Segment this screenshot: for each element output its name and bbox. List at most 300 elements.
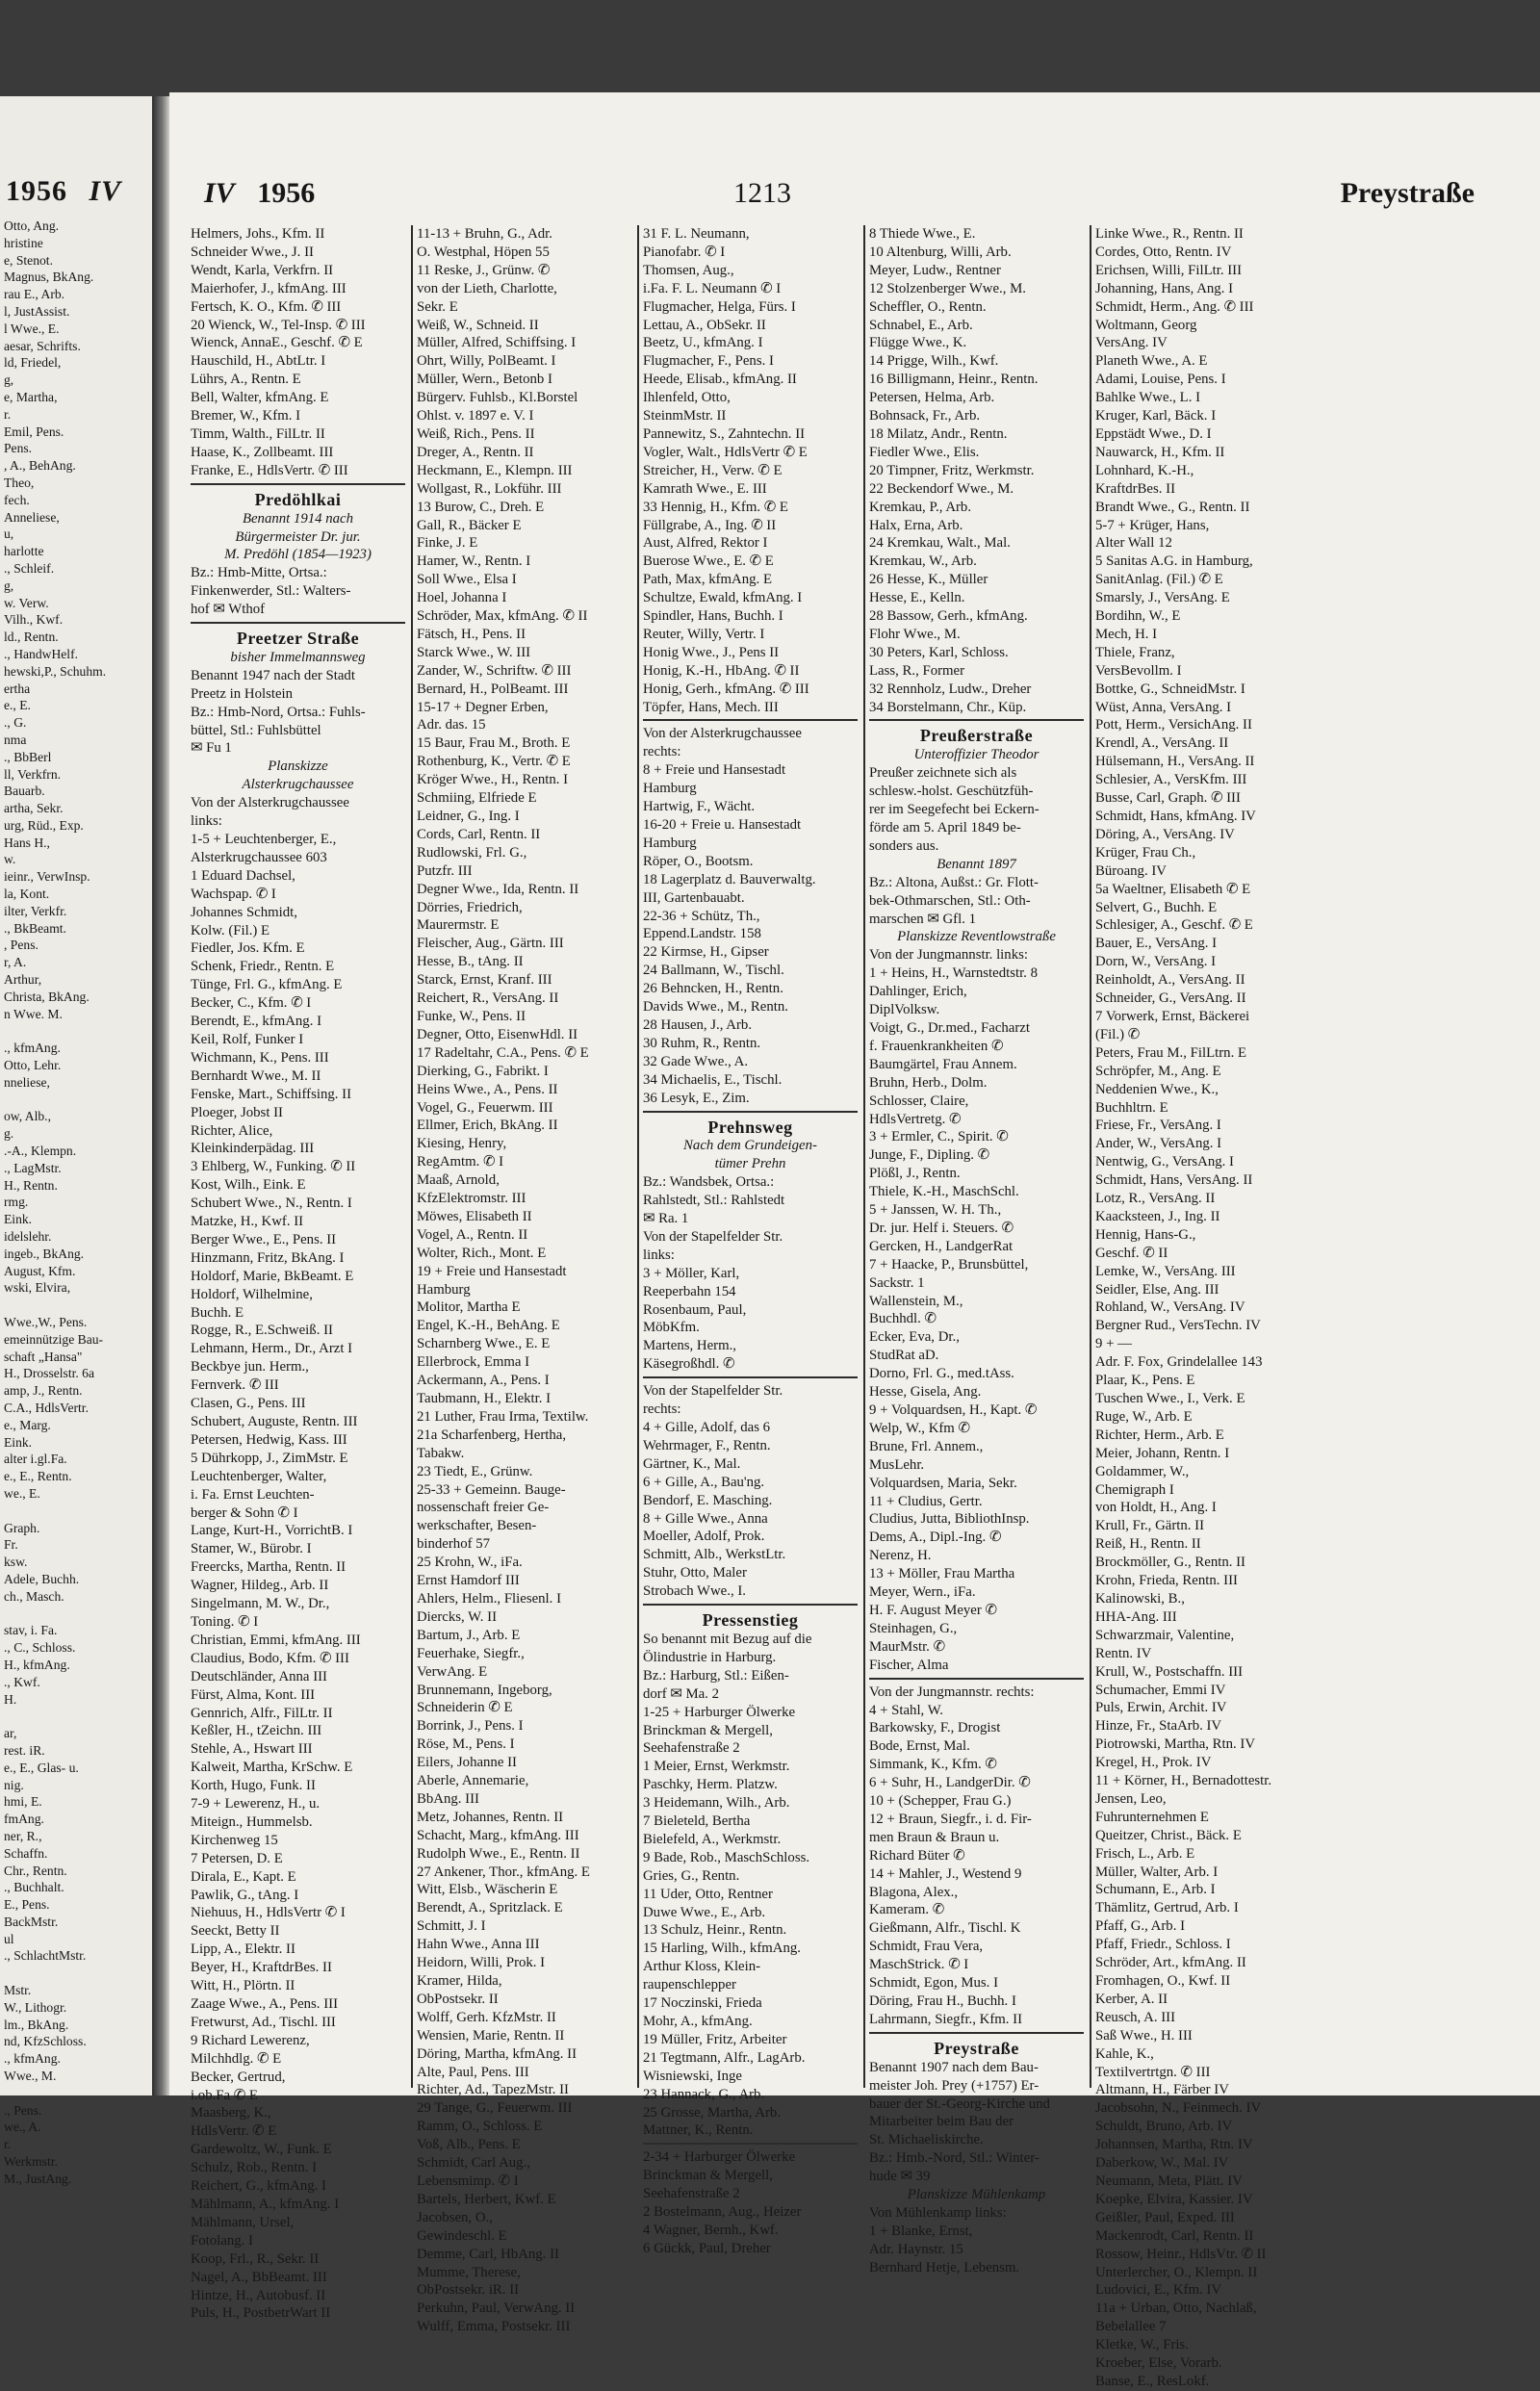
directory-entry: 1-25 + Harburger Ölwerke [643, 1704, 796, 1720]
directory-entry: 3 + Möller, Karl, [643, 1265, 740, 1281]
left-page-line: schaft „Hansa" [4, 1349, 83, 1364]
directory-entry: Bartum, J., Arb. E [417, 1627, 521, 1643]
directory-entry: Rohland, W., VersAng. IV [1095, 1299, 1245, 1316]
left-page-line: H., Drosselstr. 6a [4, 1366, 95, 1381]
directory-entry: Funke, W., Pens. II [417, 1008, 526, 1024]
directory-entry: Kost, Wilh., Eink. E [191, 1177, 306, 1194]
directory-entry: Cordes, Otto, Rentn. IV [1095, 244, 1232, 260]
directory-entry: H. F. August Meyer ✆ [869, 1602, 997, 1618]
directory-entry: Flohr Wwe., M. [869, 626, 961, 642]
directory-entry: Lehmann, Herm., Dr., Arzt I [191, 1341, 353, 1357]
directory-entry: Mattner, K., Rentn. [643, 2122, 754, 2139]
directory-entry: Ecker, Eva, Dr., [869, 1329, 960, 1346]
column-divider [1090, 225, 1091, 2088]
left-page-line: BackMstr. [4, 1914, 59, 1929]
directory-entry: Pannewitz, S., Zahntechn. II [643, 425, 806, 442]
directory-entry: rer im Seegefecht bei Eckern- [869, 802, 1040, 818]
directory-entry: Flugmacher, F., Pens. I [643, 353, 774, 370]
directory-entry: Flügge Wwe., K. [869, 335, 967, 351]
directory-entry: So benannt mit Bezug auf die [643, 1631, 812, 1647]
directory-entry: 19 Müller, Fritz, Arbeiter [643, 2031, 787, 2047]
directory-entry: Strobach Wwe., I. [643, 1583, 746, 1600]
directory-entry: MaurMstr. ✆ [869, 1638, 945, 1655]
directory-entry: büttel, Stl.: Fuhlsbüttel [191, 722, 321, 738]
directory-entry: 13 + Möller, Frau Martha [869, 1566, 1015, 1582]
directory-entry: schlesw.-holst. Geschützfüh- [869, 784, 1034, 800]
left-page-line: g, [4, 578, 14, 593]
directory-entry: KfzElektromstr. III [417, 1191, 526, 1207]
left-page-line: ., LagMstr. [4, 1160, 62, 1175]
directory-entry: Eilers, Johanne II [417, 1755, 517, 1771]
directory-entry: Haase, K., Zollbeamt. III [191, 444, 334, 460]
directory-entry: Wehrmager, F., Rentn. [643, 1437, 771, 1453]
directory-entry: 14 + Mahler, J., Westend 9 [869, 1865, 1022, 1882]
directory-entry: binderhof 57 [417, 1536, 491, 1553]
directory-entry: 4 Wagner, Bernh., Kwf. [643, 2222, 779, 2238]
directory-entry: Feuerhake, Siegfr., [417, 1645, 525, 1661]
directory-entry: Aust, Alfred, Rektor I [643, 535, 768, 552]
directory-entry: ✉ Ra. 1 [643, 1211, 689, 1227]
directory-entry: Chemigraph I [1095, 1481, 1174, 1498]
directory-entry: Ellerbrock, Emma I [417, 1354, 530, 1371]
directory-entry: Reeperbahn 154 [643, 1283, 736, 1299]
directory-entry: Kröger Wwe., H., Rentn. I [417, 772, 569, 788]
directory-entry: HdlsVertr. ✆ E [191, 2123, 277, 2140]
directory-entry: 8 + Freie und Hansestadt [643, 762, 786, 779]
directory-entry: Lahrmann, Siegfr., Kfm. II [869, 2011, 1023, 2027]
directory-entry: 7 Bieleteld, Bertha [643, 1813, 751, 1830]
directory-entry: Fürst, Alma, Kont. III [191, 1686, 316, 1703]
directory-entry: Seidler, Else, Ang. III [1095, 1281, 1219, 1298]
left-page-line: Arthur, [4, 972, 42, 988]
left-page-line: hewski,P., Schuhm. [4, 663, 107, 679]
directory-entry: Pawlik, G., tAng. I [191, 1887, 299, 1903]
left-page-line: Wwe., M. [4, 2069, 57, 2084]
directory-entry: Ohlst. v. 1897 e. V. I [417, 408, 534, 424]
directory-entry: 34 Michaelis, E., Tischl. [643, 1071, 783, 1088]
left-page-line: H. [4, 1691, 17, 1707]
left-page-line: Bauarb. [4, 784, 45, 799]
directory-entry: Von der Stapelfelder Str. [643, 1383, 783, 1400]
directory-entry: SanitAnlag. (Fil.) ✆ E [1095, 572, 1223, 588]
directory-entry: Buchh. E [191, 1304, 244, 1321]
directory-entry: Neddenien Wwe., K., [1095, 1081, 1219, 1097]
left-page-line: Eink. [4, 1434, 33, 1450]
directory-entry: Piotrowski, Martha, Rtn. IV [1095, 1736, 1256, 1753]
directory-entry: Bordihn, W., E [1095, 608, 1181, 625]
directory-entry: Meier, Johann, Rentn. I [1095, 1445, 1230, 1461]
directory-entry: Welp, W., Kfm ✆ [869, 1420, 970, 1436]
directory-entry: Lohnhard, K.-H., [1095, 462, 1194, 478]
directory-entry: 5 + Janssen, W. H. Th., [869, 1202, 1002, 1219]
directory-entry: Hauschild, H., AbtLtr. I [191, 353, 326, 370]
left-page-line: ., BkBeamt. [4, 920, 66, 936]
directory-entry: 32 Gade Wwe., A. [643, 1053, 749, 1069]
directory-entry: Vogler, Walt., HdlsVertr ✆ E [643, 444, 808, 460]
directory-entry: Schwarzmair, Valentine, [1095, 1627, 1235, 1643]
directory-entry: hof ✉ Wthof [191, 602, 266, 618]
left-page-line: ksw. [4, 1555, 28, 1570]
directory-entry: 18 Milatz, Andr., Rentn. [869, 425, 1008, 442]
directory-entry: Von der Jungmannstr. links: [869, 947, 1028, 964]
left-page-line: harlotte [4, 544, 44, 559]
directory-entry: Buchhltrn. E [1095, 1099, 1168, 1116]
directory-entry: Brandt Wwe., G., Rentn. II [1095, 499, 1250, 515]
directory-entry: Fuhrunternehmen E [1095, 1809, 1209, 1825]
directory-entry: Daberkow, W., Mal. IV [1095, 2155, 1229, 2172]
directory-entry: Töpfer, Hans, Mech. III [643, 699, 779, 715]
directory-entry: Bz.: Hmb-Nord, Ortsa.: Fuhls- [191, 704, 366, 720]
left-page-line: ar, [4, 1726, 17, 1741]
directory-entry: sonders aus. [869, 837, 939, 854]
directory-entry: Gall, R., Bäcker E [417, 517, 522, 533]
directory-entry: KraftdrBes. II [1095, 480, 1175, 497]
directory-entry: Ohrt, Willy, PolBeamt. I [417, 353, 556, 370]
directory-entry: Röse, M., Pens. I [417, 1736, 515, 1753]
directory-entry: Schultze, Ewald, kfmAng. I [643, 590, 803, 606]
directory-entry: Eppstädt Wwe., D. I [1095, 425, 1212, 442]
street-note: Benannt 1897 [937, 856, 1016, 872]
directory-entry: 9 + — [1095, 1336, 1132, 1352]
left-page-line: ilter, Verkfr. [4, 903, 67, 918]
directory-entry: Scheffler, O., Rentn. [869, 298, 987, 315]
directory-entry: Bz.: Hmb.-Nord, Stl.: Winter- [869, 2150, 1040, 2167]
directory-entry: Degner, Otto, EisenwHdl. II [417, 1026, 578, 1042]
directory-entry: Thämlitz, Gertrud, Arb. I [1095, 1900, 1239, 1916]
directory-entry: Bartels, Herbert, Kwf. E [417, 2191, 556, 2207]
directory-entry: Gärtner, K., Mal. [643, 1455, 741, 1472]
street-heading: Pressenstieg [702, 1610, 799, 1631]
directory-entry: 1 + Blanke, Ernst, [869, 2223, 973, 2239]
directory-entry: 15 Harling, Wilh., kfmAng. [643, 1941, 801, 1957]
directory-entry: 15 Baur, Frau M., Broth. E [417, 735, 571, 752]
directory-entry: Hintze, H., Autobusf. II [191, 2287, 326, 2303]
directory-entry: Berger Wwe., E., Pens. II [191, 1231, 337, 1247]
column-3 [643, 225, 858, 2256]
directory-entry: Miteign., Hummelsb. [191, 1813, 313, 1830]
left-page-line: Theo, [4, 475, 35, 490]
directory-entry: Bahlke Wwe., L. I [1095, 390, 1201, 406]
directory-entry: Stehle, A., Hswart III [191, 1741, 313, 1758]
directory-entry: Junge, F., Dipling. ✆ [869, 1147, 990, 1164]
directory-entry: Degner Wwe., Ida, Rentn. II [417, 881, 579, 897]
street-note: M. Predöhl (1854—1923) [224, 547, 372, 563]
directory-entry: Wolter, Rich., Mont. E [417, 1245, 547, 1261]
directory-entry: Bernard, H., PolBeamt. III [417, 681, 569, 697]
column-divider [637, 225, 639, 2088]
planskizze-note: Planskizze Mühlenkamp [907, 2187, 1046, 2203]
left-page-line: r, A. [4, 955, 27, 970]
directory-entry: Goldammer, W., [1095, 1463, 1190, 1479]
directory-entry: St. Michaeliskirche. [869, 2132, 984, 2148]
left-page-line: rmg. [4, 1195, 29, 1210]
left-page-line: ., BbBerl [4, 749, 52, 764]
directory-entry: Duwe Wwe., E., Arb. [643, 1904, 766, 1920]
directory-entry: Maierhofer, J., kfmAng. III [191, 280, 346, 296]
directory-entry: Queitzer, Christ., Bäck. E [1095, 1827, 1242, 1843]
book-gutter [152, 96, 169, 2095]
directory-entry: Krüger, Frau Ch., [1095, 844, 1196, 861]
left-page-line: H., kfmAng. [4, 1657, 70, 1672]
street-heading: Predöhlkai [254, 489, 342, 509]
column-1 [191, 225, 405, 2322]
directory-entry: 24 Kremkau, Walt., Mal. [869, 535, 1011, 552]
directory-entry: Perkuhn, Paul, VerwAng. II [417, 2301, 576, 2317]
directory-entry: 4 + Gille, Adolf, das 6 [643, 1420, 771, 1435]
left-page-line: la, Kont. [4, 887, 50, 902]
left-page-line: idelslehr. [4, 1229, 52, 1245]
column-divider [863, 225, 865, 2088]
directory-entry: Fenske, Mart., Schiffsing. II [191, 1086, 351, 1102]
directory-entry: Adami, Louise, Pens. I [1095, 372, 1226, 388]
directory-entry: Ellmer, Erich, BkAng. II [417, 1118, 558, 1134]
directory-entry: Bremer, W., Kfm. I [191, 408, 301, 424]
directory-entry: Milchhdlg. ✆ E [191, 2050, 282, 2067]
directory-entry: 1 + Heins, H., Warnstedtstr. 8 [869, 965, 1038, 982]
directory-entry: Lührs, A., Rentn. E [191, 372, 301, 388]
left-page-line: , A., BehAng. [4, 458, 76, 474]
directory-entry: Schmidt, Herm., Ang. ✆ III [1095, 298, 1254, 315]
directory-entry: Hesse, Gisela, Ang. [869, 1384, 982, 1401]
directory-entry: 3 + Ermler, C., Spirit. ✆ [869, 1129, 1009, 1145]
left-page-line: e, Martha, [4, 389, 58, 404]
directory-page [169, 92, 1540, 2389]
directory-entry: Arthur Kloss, Klein- [643, 1959, 761, 1975]
street-note: Benannt 1914 nach [242, 510, 354, 527]
left-page-line: w. Verw. [4, 595, 49, 610]
directory-entry: Banse, E., ResLokf. [1095, 2373, 1210, 2389]
directory-entry: berger & Sohn ✆ I [191, 1504, 298, 1521]
directory-entry: Neumann, Meta, Plätt. IV [1095, 2172, 1243, 2189]
directory-entry: Brinckman & Mergell, [643, 1722, 773, 1738]
directory-entry: Leuchtenberger, Walter, [191, 1468, 327, 1484]
directory-entry: Maaß, Arnold, [417, 1172, 500, 1189]
directory-entry: bek-Othmarschen, Stl.: Oth- [869, 892, 1031, 909]
directory-entry: Schnabel, E., Arb. [869, 317, 973, 333]
directory-entry: 20 Timpner, Fritz, Werkmstr. [869, 462, 1035, 478]
directory-entry: 7 + Haacke, P., Brunsbüttel, [869, 1256, 1029, 1273]
directory-entry: 12 Stolzenberger Wwe., M. [869, 280, 1027, 296]
left-page-number: 1956 [6, 175, 67, 207]
directory-entry: Thiele, Franz, [1095, 644, 1175, 660]
directory-entry: 10 + (Schepper, Frau G.) [869, 1793, 1012, 1810]
planskizze-note: Alsterkrugchaussee [242, 777, 354, 793]
directory-entry: Bz.: Harburg, Stl.: Eißen- [643, 1667, 789, 1684]
directory-entry: Unterlercher, O., Klempn. II [1095, 2264, 1258, 2280]
directory-entry: Von der Jungmannstr. rechts: [869, 1684, 1035, 1700]
directory-entry: Johanning, Hans, Ang. I [1095, 280, 1234, 296]
left-page-line: hristine [4, 235, 43, 250]
directory-entry: MusLehr. [869, 1456, 925, 1473]
directory-entry: Cords, Carl, Rentn. II [417, 826, 541, 842]
directory-entry: Schumacher, Emmi IV [1095, 1682, 1226, 1698]
left-page-line: we., A. [4, 2120, 41, 2135]
directory-entry: Keil, Rolf, Funker I [191, 1031, 304, 1047]
street-heading: Preetzer Straße [236, 629, 360, 649]
directory-entry: 33 Hennig, H., Kfm. ✆ E [643, 499, 788, 515]
directory-entry: Wensien, Marie, Rentn. II [417, 2027, 565, 2044]
directory-entry: Gercken, H., LandgerRat [869, 1238, 1014, 1254]
directory-entry: Hamburg [643, 835, 697, 851]
left-page-line: fech. [4, 492, 30, 507]
directory-entry: marschen ✉ Gfl. 1 [869, 911, 977, 927]
street-heading: Preystraße [934, 2038, 1019, 2058]
directory-entry: 15-17 + Degner Erben, [417, 699, 549, 715]
directory-entry: Ramm, O., Schloss. E [417, 2119, 543, 2135]
directory-entry: 20 Wienck, W., Tel-Insp. ✆ III [191, 317, 366, 333]
left-page-line: we., E. [4, 1485, 40, 1501]
directory-entry: Alter Wall 12 [1095, 535, 1172, 552]
directory-entry: Fätsch, H., Pens. II [417, 626, 526, 642]
left-page-line: W., Lithogr. [4, 1999, 67, 2015]
directory-entry: Rosenbaum, Paul, [643, 1301, 747, 1318]
left-page-line: alter i.gl.Fa. [4, 1452, 67, 1467]
directory-entry: ObPostsekr. II [417, 1991, 499, 2007]
left-page-line: l, JustAssist. [4, 303, 70, 319]
directory-entry: Von der Stapelfelder Str. [643, 1228, 783, 1245]
directory-entry: Gardewoltz, W., Funk. E [191, 2142, 332, 2158]
left-page-line: nneliese, [4, 1074, 50, 1090]
directory-entry: f. Frauenkrankheiten ✆ [869, 1038, 1004, 1054]
left-page-line [4, 1092, 146, 1109]
left-page-line: H., Rentn. [4, 1177, 58, 1193]
left-page-line: rest. iR. [4, 1742, 45, 1758]
directory-entry: förde am 5. April 1849 be- [869, 820, 1021, 836]
directory-entry: HdlsVertretg. ✆ [869, 1111, 962, 1127]
section-number: IV [204, 177, 235, 209]
left-page-line: w. [4, 852, 16, 867]
directory-entry: Wienck, AnnaE., Geschf. ✆ E [191, 335, 363, 351]
directory-entry: Kremkau, W., Arb. [869, 553, 977, 570]
directory-entry: Heidorn, Willi, Prok. I [417, 1955, 546, 1971]
left-page-line: hmi, E. [4, 1794, 42, 1810]
directory-entry: 7 Vorwerk, Ernst, Bäckerei [1095, 1008, 1250, 1024]
directory-entry: 5a Waeltner, Elisabeth ✆ E [1095, 881, 1251, 897]
directory-entry: bauer der St.-Georg-Kirche und [869, 2095, 1050, 2112]
directory-entry: Röper, O., Bootsm. [643, 853, 754, 869]
directory-entry: Petersen, Hedwig, Kass. III [191, 1431, 347, 1448]
directory-entry: 26 Behncken, H., Rentn. [643, 981, 783, 997]
directory-entry: Kalinowski, B., [1095, 1590, 1185, 1607]
directory-entry: RegAmtm. ✆ I [417, 1154, 504, 1170]
directory-entry: Matzke, H., Kwf. II [191, 1214, 304, 1230]
left-page-line: ld, Friedel, [4, 355, 62, 371]
left-page-line: lm., BkAng. [4, 2017, 69, 2032]
directory-entry: 3 Heidemann, Wilh., Arb. [643, 1795, 790, 1812]
left-page-line: August, Kfm. [4, 1263, 76, 1278]
directory-entry: Bohnsack, Fr., Arb. [869, 408, 981, 424]
directory-entry: Jensen, Leo, [1095, 1790, 1167, 1807]
left-page-line: emeinnützige Bau- [4, 1331, 104, 1347]
directory-entry: Krendl, A., VersAng. II [1095, 735, 1229, 752]
directory-entry: 10 Altenburg, Willi, Arb. [869, 244, 1012, 260]
directory-entry: Döring, A., VersAng. IV [1095, 826, 1235, 842]
directory-entry: Path, Max, kfmAng. E [643, 572, 772, 588]
directory-entry: Adr. Haynstr. 15 [869, 2241, 963, 2257]
directory-entry: Pianofabr. ✆ I [643, 244, 726, 260]
directory-entry: Kramer, Hilda, [417, 1973, 502, 1989]
directory-entry: Fretwurst, Ad., Tischl. III [191, 2014, 336, 2030]
directory-entry: Dirala, E., Kapt. E [191, 1868, 296, 1885]
left-page-line: ., Schleif. [4, 560, 55, 576]
left-page-line: Christa, BkAng. [4, 989, 90, 1004]
directory-entry: Schmitt, Alb., WerkstLtr. [643, 1547, 786, 1563]
directory-entry: SteinmMstr. II [643, 408, 727, 424]
directory-entry: Richard Büter ✆ [869, 1847, 965, 1864]
directory-entry: Ahlers, Helm., Fliesenl. I [417, 1590, 561, 1607]
column-5 [1095, 225, 1310, 2389]
left-page-line: ieinr., VerwInsp. [4, 869, 90, 885]
directory-entry: 4 + Stahl, W. [869, 1702, 943, 1718]
directory-entry: Kahle, K., [1095, 2045, 1154, 2062]
left-page-line: e., E. [4, 698, 31, 713]
directory-entry: Streicher, H., Verw. ✆ E [643, 462, 783, 478]
section-rule [643, 1604, 858, 1606]
directory-entry: Lipp, A., Elektr. II [191, 1941, 295, 1958]
directory-entry: III, Gartenbauabt. [643, 889, 745, 906]
directory-entry: Fleischer, Aug., Gärtn. III [417, 936, 564, 952]
left-page-line: r. [4, 2137, 12, 2152]
directory-entry: Bürgerv. Fuhlsb., Kl.Borstel [417, 390, 578, 406]
directory-entry: Kalweit, Martha, KrSchw. E [191, 1760, 353, 1776]
directory-entry: 1 Eduard Dachsel, [191, 867, 295, 884]
directory-entry: Heede, Elisab., kfmAng. II [643, 372, 797, 388]
directory-entry: Koepke, Elvira, Kassier. IV [1095, 2191, 1253, 2207]
directory-entry: Berendt, A., Spritzlack. E [417, 1900, 563, 1916]
directory-entry: Pfaff, G., Arb. I [1095, 1918, 1186, 1935]
directory-entry: Wollgast, R., Lokführ. III [417, 480, 562, 497]
directory-entry: 9 Richard Lewerenz, [191, 2032, 310, 2048]
directory-entry: 19 + Freie und Hansestadt [417, 1263, 567, 1279]
section-rule [869, 1678, 1084, 1680]
directory-entry: Fernverk. ✆ III [191, 1377, 279, 1394]
directory-entry: Bernhard Hetje, Lebensm. [869, 2259, 1020, 2275]
directory-entry: Dahlinger, Erich, [869, 984, 967, 1000]
directory-entry: StudRat aD. [869, 1348, 939, 1364]
left-page-line: stav, i. Fa. [4, 1623, 58, 1638]
directory-entry: Kamrath Wwe., E. III [643, 480, 767, 497]
directory-entry: Timm, Walth., FilLtr. II [191, 425, 325, 442]
directory-entry: Döring, Martha, kfmAng. II [417, 2045, 578, 2062]
left-page-line: ul [4, 1931, 14, 1946]
directory-entry: Seeckt, Betty II [191, 1923, 280, 1940]
directory-entry: Schlosser, Claire, [869, 1093, 969, 1109]
directory-entry: 25 Grosse, Martha, Arb. [643, 2104, 782, 2121]
directory-entry: i.ob.Fa ✆ E [191, 2087, 258, 2103]
directory-entry: Bell, Walter, kfmAng. E [191, 390, 329, 406]
directory-entry: Kaacksteen, J., Ing. II [1095, 1208, 1220, 1224]
directory-entry: Krull, W., Postschaffn. III [1095, 1663, 1244, 1680]
directory-entry: Lange, Kurt-H., VorrichtB. I [191, 1523, 353, 1539]
directory-entry: Taubmann, H., Elektr. I [417, 1391, 552, 1406]
directory-entry: Mählmann, Ursel, [191, 2214, 295, 2230]
directory-entry: Fertsch, K. O., Kfm. ✆ III [191, 298, 342, 315]
directory-entry: Krohn, Frieda, Rentn. III [1095, 1573, 1238, 1589]
directory-entry: Rahlstedt, Stl.: Rahlstedt [643, 1193, 785, 1209]
directory-entry: Hamburg [417, 1281, 471, 1298]
directory-entry: rechts: [643, 1401, 681, 1418]
directory-entry: Schlesier, A., VersKfm. III [1095, 772, 1247, 788]
directory-entry: 18 Lagerplatz d. Bauverwaltg. [643, 871, 816, 887]
left-page-line [4, 1503, 146, 1520]
directory-entry: Ander, W., VersAng. I [1095, 1136, 1222, 1152]
directory-entry: O. Westphal, Höpen 55 [417, 244, 550, 260]
directory-entry: rechts: [643, 744, 681, 760]
left-page-line: ., SchlachtMstr. [4, 1948, 87, 1964]
directory-entry: Davids Wwe., M., Rentn. [643, 999, 788, 1016]
directory-entry: Zaage Wwe., A., Pens. III [191, 1996, 338, 2012]
directory-entry: Adr. das. 15 [417, 717, 486, 733]
